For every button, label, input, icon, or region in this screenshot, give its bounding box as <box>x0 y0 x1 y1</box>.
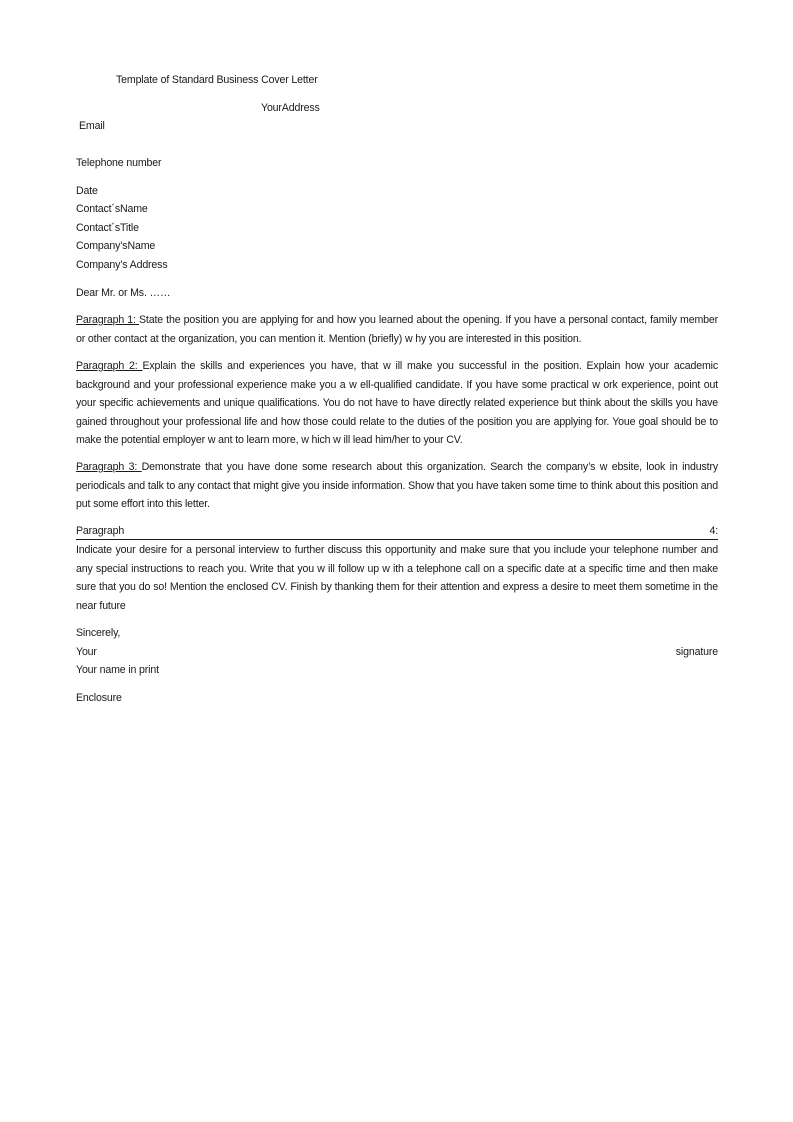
paragraph-4-text: Indicate your desire for a personal interview to further discuss this opportunity and make sure that you include your telephone number and any special instructions to reach you. Write that you w ill follow up w ith a telephone call on a specific date at a specific time and then make sure that you do so! Mention the enclosed CV. Finish by thanking them for their attention and express a desire to meet them sometime in the near future <box>76 544 718 612</box>
letter-date: Date <box>76 185 98 197</box>
paragraph-4-label-number: 4: <box>709 525 718 537</box>
paragraph-1-text: State the position you are applying for and how you learned about the opening. If you have a personal contact, family member or other contact at the organization, you can mention it. Mention (briefly) w hy you are interested in this position. <box>76 314 718 345</box>
contact-title: Contact´sTitle <box>76 222 139 234</box>
paragraph-4-heading <box>76 523 718 540</box>
closing-signature: signature <box>675 646 718 658</box>
sender-email: Email <box>79 120 105 132</box>
paragraph-1-label: Paragraph 1: <box>76 314 140 326</box>
paragraph-3 <box>76 458 718 514</box>
paragraph-2 <box>76 357 718 450</box>
company-name: Company’sName <box>76 240 156 252</box>
paragraph-4 <box>76 541 718 615</box>
salutation: Dear Mr. or Ms. …… <box>76 287 171 299</box>
closing-your: Your <box>76 646 97 658</box>
paragraph-3-label: Paragraph 3: <box>76 461 142 473</box>
paragraph-4-label-word: Paragraph <box>76 525 125 537</box>
paragraph-3-text: Demonstrate that you have done some research about this organization. Search the company’s w ebsite, look in industry periodicals and talk to any contact that might give you inside information. Show that you have taken some time to think about this position and put some effort into this letter. <box>76 461 718 510</box>
enclosure: Enclosure <box>76 692 122 704</box>
paragraph-2-label: Paragraph 2: <box>76 360 143 372</box>
sender-address: YourAddress <box>261 102 320 114</box>
company-address: Company’s Address <box>76 259 168 271</box>
signature-row <box>76 646 718 659</box>
closing-sincerely: Sincerely, <box>76 627 121 639</box>
paragraph-1 <box>76 311 718 348</box>
contact-name: Contact´sName <box>76 203 148 215</box>
sender-telephone: Telephone number <box>76 157 162 169</box>
name-in-print: Your name in print <box>76 664 159 676</box>
document-title: Template of Standard Business Cover Letter <box>116 74 318 86</box>
paragraph-2-text: Explain the skills and experiences you have, that w ill make you successful in the position. Explain how your academic background and your professional experience make you a w ell-qualified candidate. If you have some practical w ork experience, point out your specific achievements and unique qualifications. You do not have to have directly related experience but think about the skills you have gained throughout your professional life and how those could relate to the duties of the position you are applying for. Youe goal should be to make the potential employer w ant to learn more, w hich w ill lead him/her to your CV. <box>76 360 718 446</box>
